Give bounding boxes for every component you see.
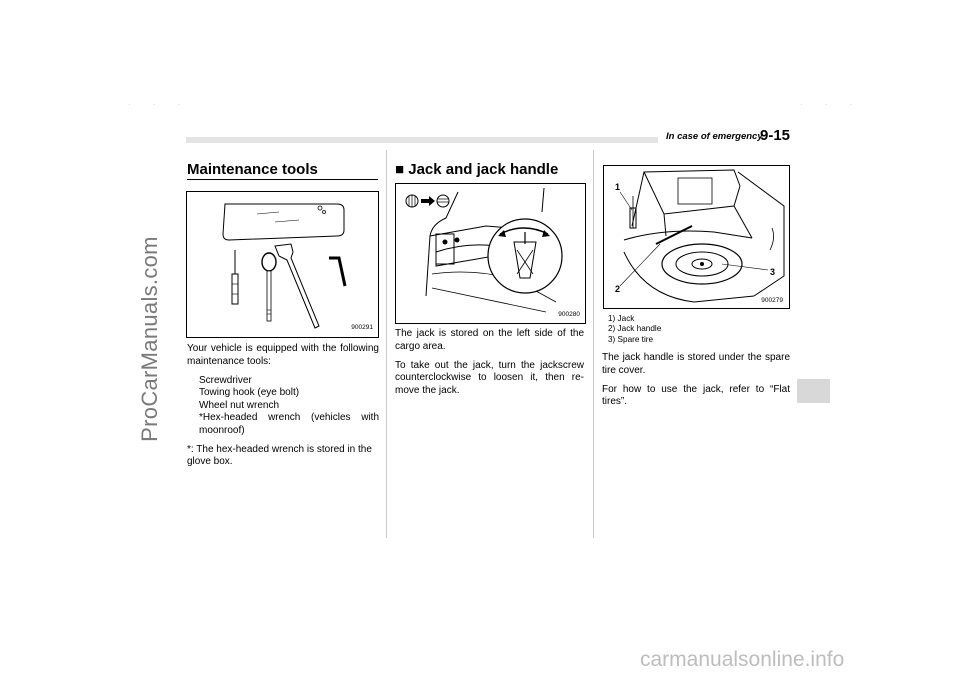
jack-heading [395,161,558,178]
jack-storage-figure [395,183,586,324]
legend-item: 2) Jack handle [608,324,662,334]
section-tab-marker [797,379,830,403]
tools-illustration [187,192,378,337]
corner-marks-right: · · · [800,100,863,109]
intro-paragraph: Your vehicle is equipped with the following maintenance tools: [187,343,379,367]
legend-item: 1) Jack [608,314,635,323]
maintenance-tools-figure [186,191,379,338]
jack-text [395,328,584,404]
maintenance-tools-heading: Maintenance tools [187,161,318,178]
figure-id: 900279 [761,297,783,304]
jack-handle-paragraph: The jack handle is stored under the spare tire cover. [602,352,790,376]
footer-brand-text: carmanualsonline.info [640,648,845,671]
column-divider-2 [593,150,594,538]
glove-box-note: *: The hex-headed wrench is stored in the glove box. [187,443,372,468]
header-bar [186,137,658,143]
watermark-text: ProCarManuals.com [137,236,162,442]
figure-legend [608,314,661,345]
legend-item: 3) Spare tire [608,334,654,344]
spare-tire-illustration [604,166,789,308]
cargo-area-illustration [396,184,585,323]
column-divider-1 [386,150,387,538]
list-item: Screwdriver [199,374,252,386]
maintenance-tools-text [187,343,379,475]
heading-rule [187,179,378,180]
callout-jack: 1 [615,182,621,192]
jack-removal-paragraph: To take out the jack, turn the jackscrew counterclockwise to loosen it, then re-move the jack. [395,359,584,397]
list-item: Towing hook (eye bolt) [199,387,300,399]
list-item: Wheel nut wrench [199,399,280,411]
list-item: *Hex-headed wrench (vehicles with moonroof) [199,412,379,436]
figure-id: 900280 [558,311,580,318]
jack-heading-label: Jack and jack handle [408,161,559,178]
corner-marks-left: · · · [128,100,191,109]
figure-id: 900291 [351,324,373,331]
spare-tire-text [602,352,790,415]
callout-jack-handle: 2 [615,284,621,294]
page-number: 9-15 [760,127,791,144]
flat-tires-reference-paragraph: For how to use the jack, refer to “Flat tires”. [602,383,790,408]
header-section-title: In case of emergency [666,131,763,142]
heading-marker: ■ [395,161,405,178]
jack-location-paragraph: The jack is stored on the left side of the cargo area. [395,328,584,352]
callout-spare-tire: 3 [770,267,776,277]
spare-tire-figure [603,165,790,309]
tool-list [199,375,379,438]
